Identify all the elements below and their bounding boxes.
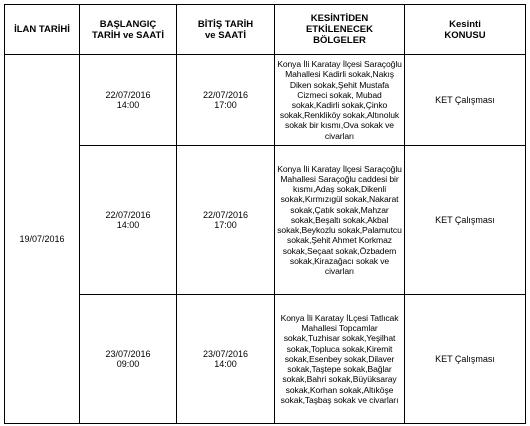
table-row bbox=[5, 295, 526, 424]
header-end-date-time: BİTİŞ TARİH ve SAATİ bbox=[177, 5, 275, 55]
affected-areas-cell: Konya İli Karatay İlçesi Saraçoğlu Mahallesi Saraçoğlu caddesi bir kısmı,Adaş sokak,Dikenli sokak,Kırmızıgül sokak,Nakarat sokak,Çatık sokak,Mahzar sokak,Beşaltı sokak,Akbal sokak,Beykozlu sokak,Palamutcu sokak,Şehit Ahmet Korkmaz sokak,Seçaat sokak,Özbadem sokak,Kirazağacı sokak ve civarları bbox=[275, 146, 405, 295]
table-row bbox=[5, 55, 526, 146]
start-date-cell: 22/07/2016 14:00 bbox=[80, 146, 177, 295]
header-affected-areas: KESİNTİDEN ETKİLENECEK BÖLGELER bbox=[275, 5, 405, 55]
table-header-row bbox=[5, 5, 526, 55]
header-start-date-time: BAŞLANGIÇ TARİH ve SAATİ bbox=[80, 5, 177, 55]
affected-areas-cell: Konya İli Karatay İlçesi Saraçoğlu Mahallesi Kadirli sokak,Nakış Diken sokak,Şehit Mustafa Cizmeci sokak, Mubad sokak,Kadirli sokak,Çinko sokak,Renkliköy sokak,Altınoluk sokak bir kısmı,Ova sokak ve civarları bbox=[275, 55, 405, 146]
affected-areas-cell: Konya İli Karatay İLçesi Tatlıcak Mahallesi Topcamlar sokak,Tuzhisar sokak,Yeşilhat sokak,Topluca sokak,Kiremit sokak,Esenbey sokak,Dilaver sokak,Taştepe sokak,Bağlar sokak,Bahri sokak,Büyüksaray sokak,Korhan sokak,Altıköşe sokak,Taşbaş sokak ve civarları bbox=[275, 295, 405, 424]
header-announcement-date: İLAN TARİHİ bbox=[5, 5, 80, 55]
table-row bbox=[5, 146, 526, 295]
outage-subject-cell: KET Çalışması bbox=[405, 295, 526, 424]
header-outage-subject: Kesinti KONUSU bbox=[405, 5, 526, 55]
end-date-cell: 22/07/2016 17:00 bbox=[177, 146, 275, 295]
outage-subject-cell: KET Çalışması bbox=[405, 146, 526, 295]
power-outage-table bbox=[4, 4, 526, 424]
announcement-date-cell: 19/07/2016 bbox=[5, 55, 80, 424]
start-date-cell: 22/07/2016 14:00 bbox=[80, 55, 177, 146]
end-date-cell: 22/07/2016 17:00 bbox=[177, 55, 275, 146]
end-date-cell: 23/07/2016 14:00 bbox=[177, 295, 275, 424]
start-date-cell: 23/07/2016 09:00 bbox=[80, 295, 177, 424]
outage-subject-cell: KET Çalışması bbox=[405, 55, 526, 146]
